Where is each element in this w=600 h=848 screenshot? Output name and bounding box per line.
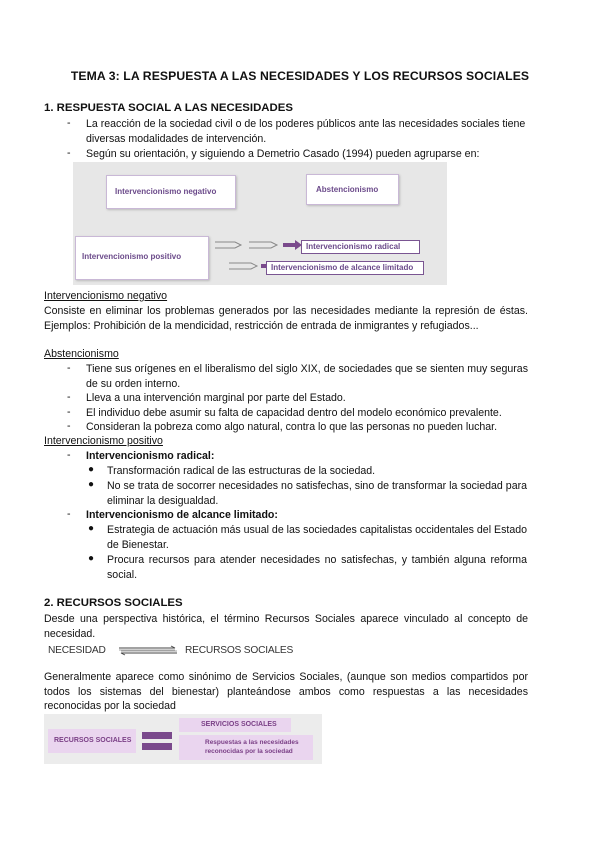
section2-heading: 2. RECURSOS SOCIALES	[44, 597, 183, 609]
radical-label: Intervencionismo radical:	[86, 450, 215, 462]
limitado-box	[266, 261, 424, 275]
dash-bullet: -	[67, 362, 71, 374]
radical-box	[301, 240, 420, 254]
dash-bullet: -	[67, 117, 71, 129]
list-item: Consideran la pobreza como algo natural, contra lo que las personas no pueden luchar.	[86, 421, 498, 433]
limitado-box-label: Intervencionismo de alcance limitado	[271, 263, 414, 272]
dash-bullet: -	[67, 449, 71, 461]
abstencionismo-label: Abstencionismo	[44, 348, 119, 360]
positivo-box-label: Intervencionismo positivo	[82, 252, 182, 261]
negativo-box-label: Intervencionismo negativo	[115, 187, 217, 196]
section2-para1: Desde una perspectiva histórica, el término Recursos Sociales aparece vinculado al concepto de necesidad.	[44, 613, 528, 640]
negativo-text: Consiste en eliminar los problemas generados por las necesidades mediante la represión de éstas. Ejemplos: Prohibición de la mendicidad, restricción de entrada de inmigrantes y refugiados...	[44, 305, 528, 332]
list-item: No se trata de socorrer necesidades no satisfechas, sino de transformar la sociedad para eliminar la desigualdad.	[107, 480, 527, 507]
recursos-box	[48, 729, 136, 753]
servicios-box	[179, 718, 291, 732]
bullet-dot: ●	[88, 479, 95, 490]
list-item: Lleva a una intervención marginal por parte del Estado.	[86, 392, 346, 404]
positivo-box	[75, 236, 209, 280]
servicios-box-label: SERVICIOS SOCIALES	[201, 721, 277, 728]
arrow-icon	[213, 238, 303, 252]
bullet-dot: ●	[88, 523, 95, 534]
section2-para2: Generalmente aparece como sinónimo de Servicios Sociales, (aunque son medios compartidos por todos los sistemas del bienestar) planteándose ambos como respuestas a las necesidades reconocidas por la sociedad	[44, 671, 528, 712]
dash-bullet: -	[67, 147, 71, 159]
abstencionismo-box	[306, 174, 399, 205]
list-item: Tiene sus orígenes en el liberalismo del siglo XIX, de sociedades que se sienten muy seguras de su orden interno.	[86, 363, 528, 390]
list-item: El individuo debe asumir su falta de capacidad dentro del modelo económico prevalente.	[86, 407, 502, 419]
double-arrow-icon	[117, 645, 179, 657]
respuestas-box	[179, 735, 313, 760]
list-item: Procura recursos para atender necesidades no satisfechas, y también alguna reforma social.	[107, 554, 527, 581]
dash-bullet: -	[67, 391, 71, 403]
list-item: La reacción de la sociedad civil o de los poderes públicos ante las necesidades sociales tiene diversas modalidades de intervención.	[86, 118, 526, 145]
negativo-box	[106, 175, 236, 209]
equals-arrows-icon	[141, 729, 177, 755]
list-item: Según su orientación, y siguiendo a Demetrio Casado (1994) pueden agruparse en:	[86, 148, 480, 160]
intervention-diagram	[73, 162, 447, 285]
limitado-label: Intervencionismo de alcance limitado:	[86, 509, 278, 521]
recursos-box-label: RECURSOS SOCIALES	[54, 737, 132, 744]
radical-box-label: Intervencionismo radical	[306, 242, 401, 251]
rel-left: NECESIDAD	[48, 645, 106, 656]
dash-bullet: -	[67, 420, 71, 432]
dash-bullet: -	[67, 406, 71, 418]
page-title: TEMA 3: LA RESPUESTA A LAS NECESIDADES Y LOS RECURSOS SOCIALES	[70, 69, 530, 83]
list-item: Estrategia de actuación más usual de las sociedades capitalistas occidentales del Estado de Bienestar.	[107, 524, 527, 551]
section1-heading: 1. RESPUESTA SOCIAL A LAS NECESIDADES	[44, 102, 293, 114]
negativo-label: Intervencionismo negativo	[44, 290, 168, 302]
respuestas-box-label: Respuestas a las necesidades reconocidas por la sociedad	[205, 739, 299, 755]
bullet-dot: ●	[88, 464, 95, 475]
bullet-dot: ●	[88, 553, 95, 564]
abstencionismo-box-label: Abstencionismo	[316, 185, 379, 194]
dash-bullet: -	[67, 508, 71, 520]
positivo-label: Intervencionismo positivo	[44, 435, 163, 447]
resources-diagram	[44, 714, 322, 764]
list-item: Transformación radical de las estructuras de la sociedad.	[107, 465, 376, 477]
rel-right: RECURSOS SOCIALES	[185, 645, 294, 656]
